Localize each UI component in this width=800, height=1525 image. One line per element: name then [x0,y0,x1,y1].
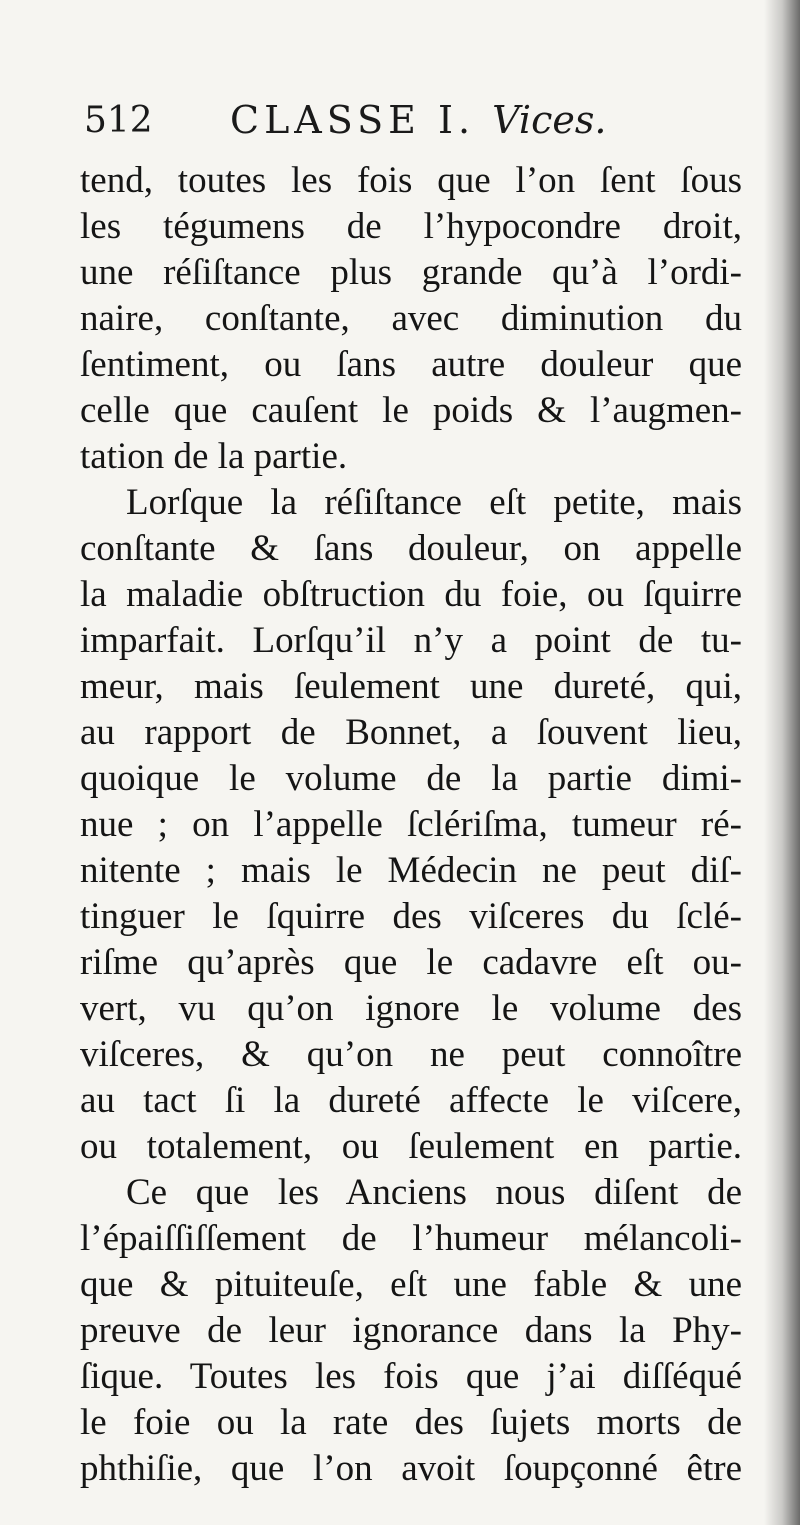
text-line: la maladie obſtruction du foie, ou ſquirre [80,574,742,615]
text-line: imparfait. Lorſqu’il n’y a point de tu- [80,620,742,661]
running-title [230,98,606,142]
text-line: que & pituiteuſe, eſt une fable & une [80,1264,742,1305]
text-line: l’épaiſſiſſement de l’humeur mélancoli- [80,1218,742,1259]
text-line: tinguer le ſquirre des viſceres du ſclé- [80,896,742,937]
running-title-roman: CLASSE I. [230,98,476,142]
page-number: 512 [84,100,153,141]
text-line: au tact ſi la dureté affecte le viſcere, [80,1080,742,1121]
text-line: phthiſie, que l’on avoit ſoupçonné être [80,1448,742,1489]
text-line: Ce que les Anciens nous diſent de [126,1172,742,1213]
text-line: ſique. Toutes les fois que j’ai diſſéqué [80,1356,742,1397]
text-line: viſceres, & qu’on ne peut connoître [80,1034,742,1075]
text-line: conſtante & ſans douleur, on appelle [80,528,742,569]
text-line: le foie ou la rate des ſujets morts de [80,1402,742,1443]
text-line: naire, conſtante, avec diminution du [80,298,742,339]
running-title-italic: Vices. [492,98,607,142]
text-line: preuve de leur ignorance dans la Phy- [80,1310,742,1351]
text-line: meur, mais ſeulement une dureté, qui, [80,666,742,707]
text-line: tend, toutes les fois que l’on ſent ſous [80,160,742,201]
text-line: tation de la partie. [80,436,348,477]
text-line: une réſiſtance plus grande qu’à l’ordi- [80,252,742,293]
running-header [84,96,744,148]
text-line: ou totalement, ou ſeulement en partie. [80,1126,742,1167]
text-line: riſme qu’après que le cadavre eſt ou- [80,942,742,983]
body-text [80,158,742,1492]
text-line: celle que cauſent le poids & l’augmen- [80,390,742,431]
text-line: nitente ; mais le Médecin ne peut diſ- [80,850,742,891]
text-line: les tégumens de l’hypocondre droit, [80,206,742,247]
text-line: quoique le volume de la partie dimi- [80,758,742,799]
text-line: nue ; on l’appelle ſclériſma, tumeur ré- [80,804,742,845]
text-line: ſentiment, ou ſans autre douleur que [80,344,742,385]
text-line: vert, vu qu’on ignore le volume des [80,988,742,1029]
text-line: Lorſque la réſiſtance eſt petite, mais [126,482,742,523]
page-gutter-shadow [764,0,800,1525]
text-line: au rapport de Bonnet, a ſouvent lieu, [80,712,742,753]
